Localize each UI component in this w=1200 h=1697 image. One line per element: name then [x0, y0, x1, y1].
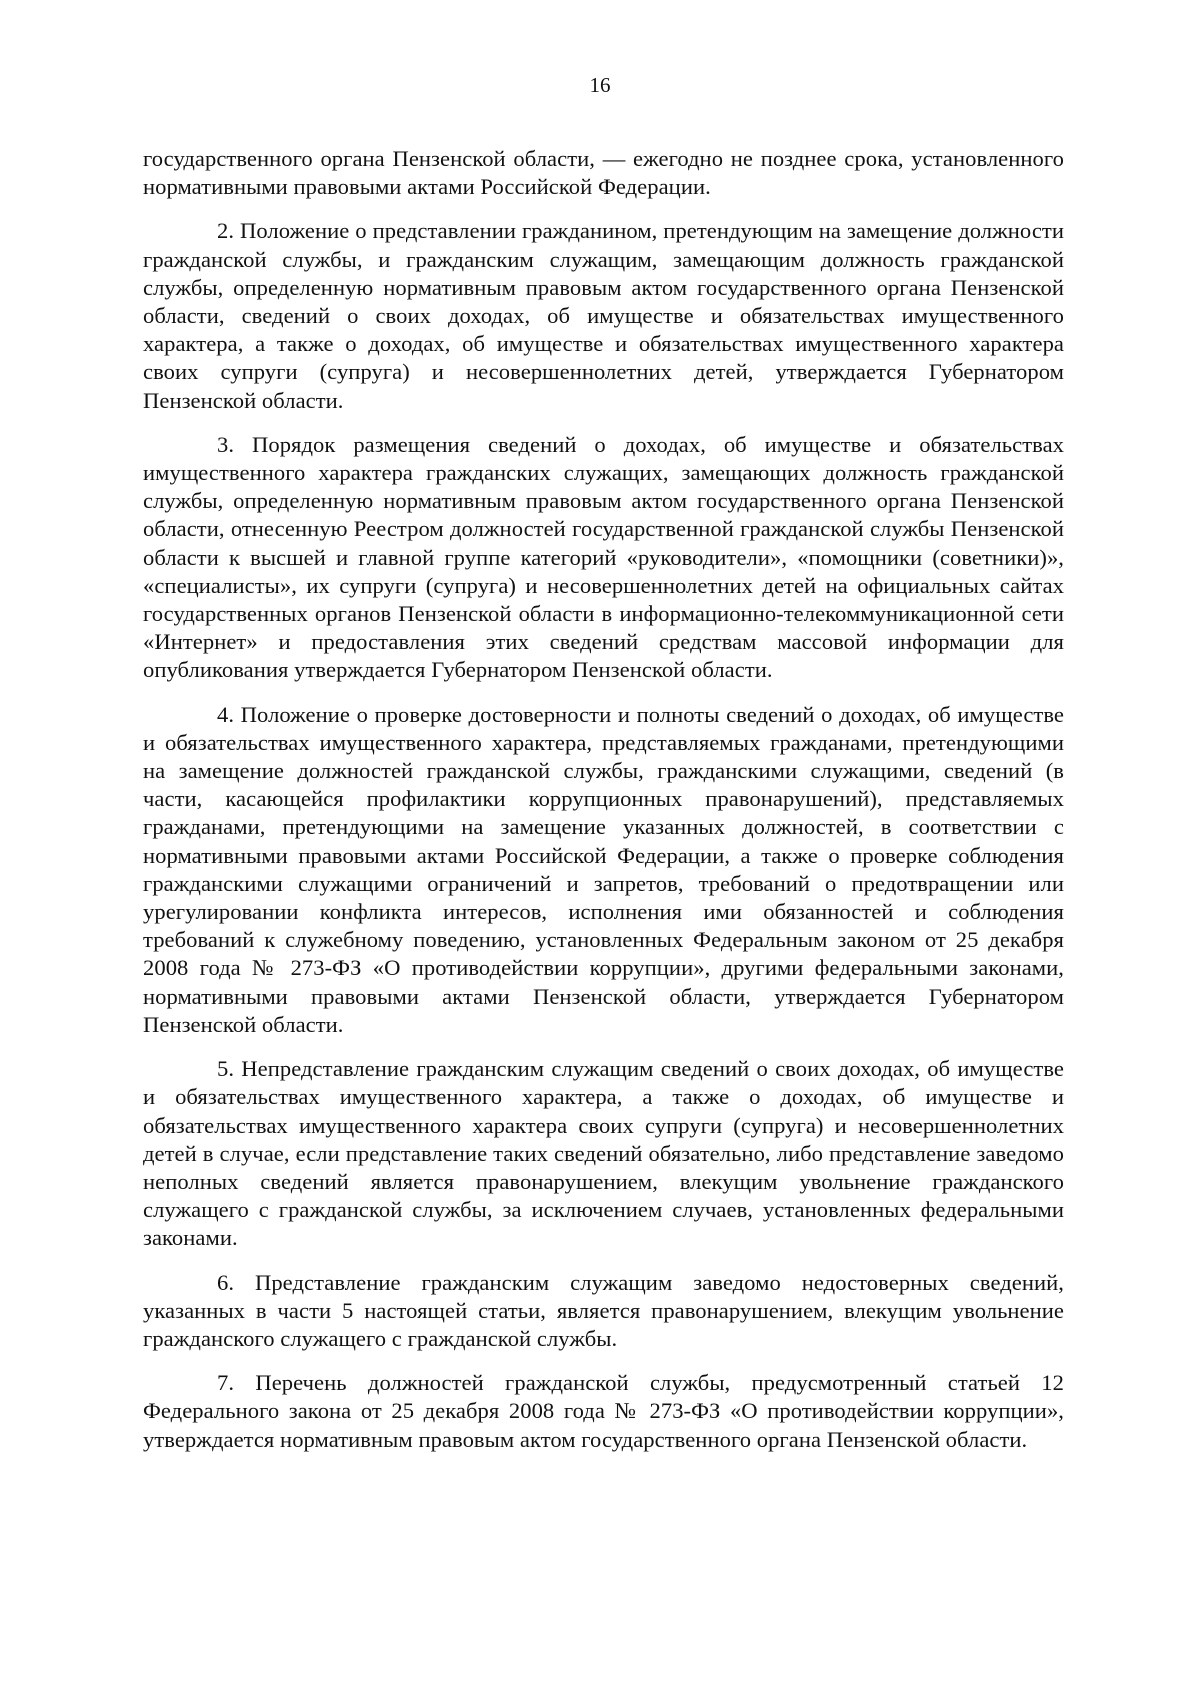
- paragraph-item-3: 3. Порядок размещения сведений о доходах, об имуществе и обязательствах имущественного характера гражданских служащих, замещающих должность гражданской службы, определенную нормативным правовым актом государственного органа Пензенской области, отнесенную Реестром должностей государственной гражданской службы Пензенской области к высшей и главной группе категорий «руководители», «помощники (советники)», «специалисты», их супруги (супруга) и несовершеннолетних детей на официальных сайтах государственных органов Пензенской области в информационно-телекоммуникационной сети «Интернет» и предоставления этих сведений средствам массовой информации для опубликования утверждается Губернатором Пензенской области.: [143, 431, 1064, 683]
- document-body: [143, 145, 1064, 1470]
- paragraph-item-6: 6. Представление гражданским служащим заведомо недостоверных сведений, указанных в части 5 настоящей статьи, является правонарушением, влекущим увольнение гражданского служащего с гражданской службы.: [143, 1269, 1064, 1351]
- paragraph-item-5: 5. Непредставление гражданским служащим сведений о своих доходах, об имуществе и обязательствах имущественного характера, а также о доходах, об имуществе и обязательствах имущественного характера своих супруги (супруга) и несовершеннолетних детей в случае, если представление таких сведений обязательно, либо представление заведомо неполных сведений является правонарушением, влекущим увольнение гражданского служащего с гражданской службы, за исключением случаев, установленных федеральными законами.: [143, 1056, 1064, 1251]
- page-number: 16: [589, 73, 611, 97]
- paragraph-item-7: 7. Перечень должностей гражданской службы, предусмотренный статьей 12 Федерального закона от 25 декабря 2008 года № 273-ФЗ «О противодействии коррупции», утверждается нормативным правовым актом государственного органа Пензенской области.: [143, 1370, 1064, 1452]
- paragraph-item-4: 4. Положение о проверке достоверности и полноты сведений о доходах, об имуществе и обязательствах имущественного характера, представляемых гражданами, претендующими на замещение должностей гражданской службы, гражданскими служащими, сведений (в части, касающейся профилактики коррупционных правонарушений), представляемых гражданами, претендующими на замещение указанных должностей, в соответствии с нормативными правовыми актами Российской Федерации, а также о проверке соблюдения гражданскими служащими ограничений и запретов, требований о предотвращении или урегулировании конфликта интересов, исполнения ими обязанностей и соблюдения требований к служебному поведению, установленных Федеральным законом от 25 декабря 2008 года № 273-ФЗ «О противодействии коррупции», другими федеральными законами, нормативными правовыми актами Пензенской области, утверждается Губернатором Пензенской области.: [143, 701, 1064, 1037]
- paragraph-continuation: государственного органа Пензенской области, — ежегодно не позднее срока, установленного нормативными правовыми актами Российской Федерации.: [143, 146, 1064, 200]
- paragraph-item-2: 2. Положение о представлении гражданином, претендующим на замещение должности гражданской службы, и гражданским служащим, замещающим должность гражданской службы, определенную нормативным правовым актом государственного органа Пензенской области, сведений о своих доходах, об имуществе и обязательствах имущественного характера, а также о доходах, об имуществе и обязательствах имущественного характера своих супруги (супруга) и несовершеннолетних детей, утверждается Губернатором Пензенской области.: [143, 218, 1064, 413]
